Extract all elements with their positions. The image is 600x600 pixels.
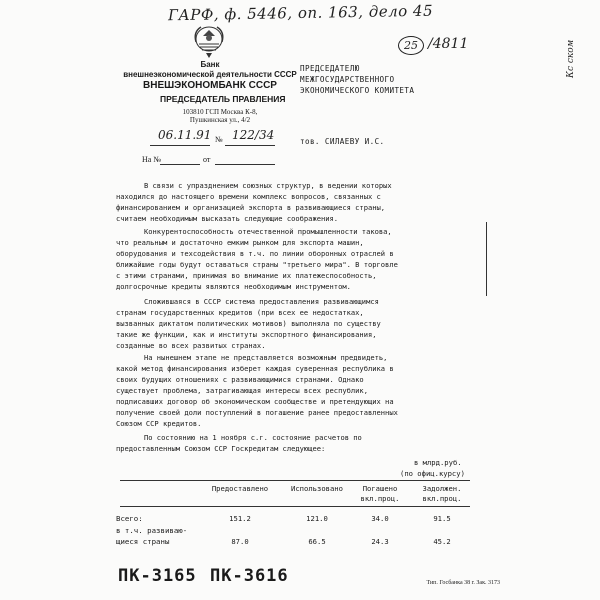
on-prefix: На № (142, 155, 161, 164)
row-developing-label-2: щиеся страны (116, 537, 170, 546)
row-total-debt: 91.5 (433, 514, 451, 523)
row-developing-debt: 45.2 (433, 537, 451, 546)
header-used: Использовано (291, 484, 343, 493)
bank-full-name: внешнеэкономической деятельности СССР (123, 70, 297, 79)
paragraph-1: В связи с упразднением союзных структур, в ведении которых находился до настоящего времени комплекс вопросов, связанных с финансированием и организацией экспорта в развивающиеся страны, считаем необходимым высказать следующие соображения. (116, 181, 392, 223)
paragraph-2: Конкурентоспособность отечественной промышленности такова, что реальным и достаточно емким рынком для экспорта машин, оборудования и техсодействия в т.ч. по линии оборонных отраслей в ближайшие годы будут оставаться страны "третьего мира". В торговле с этими странами, принимая во внимание их платежеспособность, долгосрочные кредиты являются необходимым инструментом. (116, 227, 398, 291)
number-prefix: № (215, 135, 223, 144)
margin-bracket (478, 222, 487, 296)
number-underline (225, 145, 275, 146)
header-repaid-incl: вкл.проц. (360, 494, 400, 503)
addressee-line-1: ПРЕДСЕДАТЕЛЮ (300, 64, 360, 73)
letter-date: 06.11.91 (158, 128, 212, 142)
bank-word: Банк (200, 60, 220, 69)
date-underline (150, 145, 210, 146)
address-line-2: Пушкинская ул., 4/2 (189, 116, 251, 124)
letter-number: 122/34 (232, 128, 275, 142)
stamp-left: ПК-3165 (118, 566, 197, 586)
header-provided: Предоставлено (211, 484, 269, 493)
row-total-repaid: 34.0 (371, 514, 389, 523)
from-underline (215, 164, 275, 165)
row-developing-provided: 87.0 (231, 537, 249, 546)
row-total-label: Всего: (116, 514, 143, 523)
row-developing-used: 66.5 (308, 537, 326, 546)
print-footer: Тип. Госбанка 38 г. Зак. 3173 (426, 580, 500, 586)
bank-name: ВНЕШЭКОНОМБАНК СССР (143, 80, 277, 91)
paragraph-4: На нынешнем этапе не представляется возможным предвидеть, какой метод финансирования изберет каждая суверенная республика в своих будущих отношениях с развивающимися странами. Однако существует проблема, затрагивающая интересы всех республик, подписавших договор об экономическом сообществе и претендующих на получение своей доли поступлений в погашение ранее предоставленных Союзом ССР кредитов. (116, 353, 398, 428)
archive-reference: ГАРФ, ф. 5446, оп. 163, дело 45 (167, 1, 434, 25)
paragraph-3: Сложившаяся в СССР система предоставления развивающимся странам государственных кредитов (при всех ее недостатках, вызванных диктатом политических мотивов) выполняла по существу такие же функции, как и институты экспортного финансирования, созданные во всех развитых странах. (116, 297, 381, 350)
address-line-1: 103810 ГСП Москва К-8, (182, 108, 258, 116)
table-top-rule (120, 480, 470, 481)
letterhead-role: ПРЕДСЕДАТЕЛЬ ПРАВЛЕНИЯ (160, 94, 286, 104)
stamp-right: ПК-3616 (210, 566, 289, 586)
margin-note: Кс ском (566, 39, 576, 78)
sheet-number: /4811 (428, 36, 469, 52)
row-total-provided: 151.2 (229, 514, 251, 523)
units-line-1: в млрд.руб. (414, 458, 462, 467)
circled-number: 25 (398, 36, 424, 55)
addressee-name: тов. СИЛАЕВУ И.С. (300, 137, 385, 146)
row-developing-repaid: 24.3 (371, 537, 389, 546)
row-developing-label: в т.ч. развиваю- (116, 526, 188, 535)
addressee-line-2: МЕЖГОСУДАРСТВЕННОГО (300, 75, 395, 84)
header-debt-incl: вкл.проц. (422, 494, 462, 503)
header-debt: Задолжен. (422, 484, 462, 493)
table-header-rule (120, 506, 470, 507)
from-prefix: от (203, 155, 211, 164)
header-repaid: Погашено (362, 484, 398, 493)
units-line-2: (по офиц.курсу) (400, 469, 465, 478)
paragraph-5: По состоянию на 1 ноября с.г. состояние расчетов по предоставленным Союзом ССР Госкредитам следующее: (116, 433, 362, 453)
row-total-used: 121.0 (306, 514, 328, 523)
addressee-line-3: ЭКОНОМИЧЕСКОГО КОМИТЕТА (300, 86, 415, 95)
on-underline (160, 164, 200, 165)
ussr-emblem-icon (189, 22, 229, 60)
